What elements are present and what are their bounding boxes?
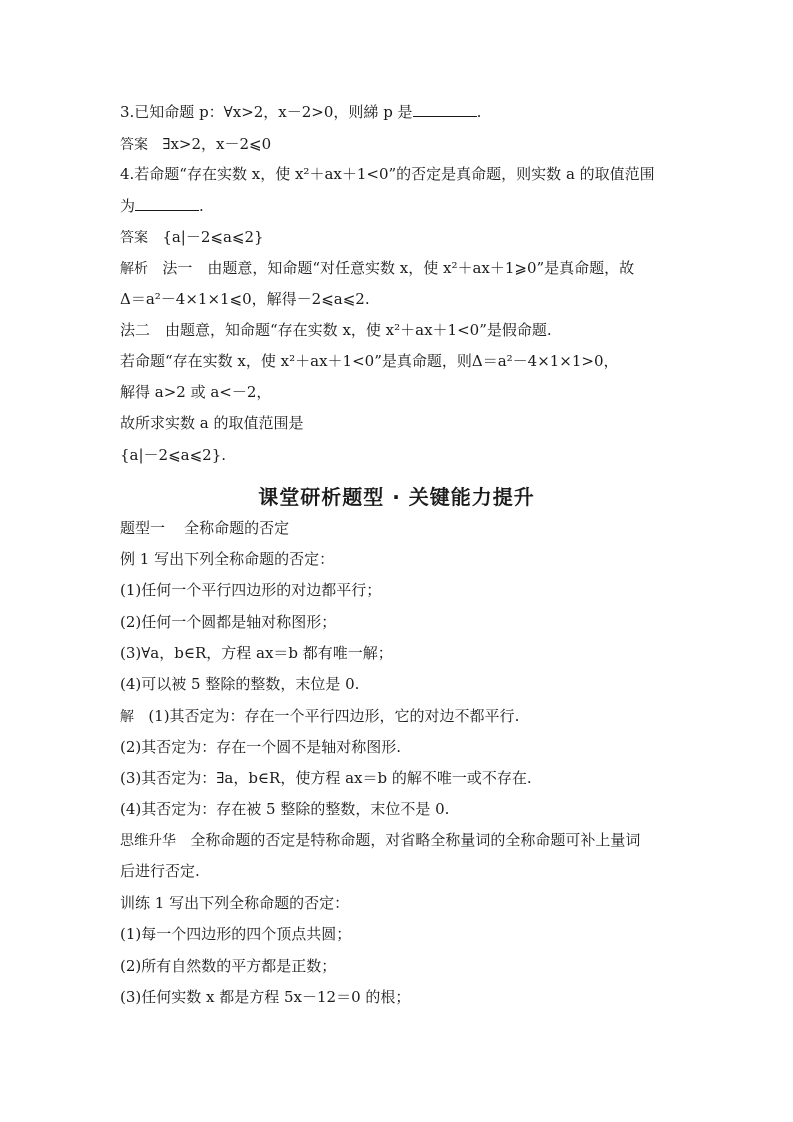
- solution-1-line-1: [120, 706, 519, 727]
- solution-1-line: (2)其否定为：存在一个圆不是轴对称图形.: [120, 738, 402, 756]
- training-1-intro: 训练 1 写出下列全称命题的否定：: [120, 894, 350, 912]
- question-4-line1: 4.若命题“存在实数 x，使 x²＋ax＋1<0”的否定是真命题，则实数 a 的取值范围: [120, 165, 655, 183]
- answer-label: 答案: [120, 230, 148, 246]
- question-3-suffix: .: [476, 103, 482, 121]
- example-1-item: (1)任何一个平行四边形的对边都平行；: [120, 581, 382, 599]
- example-1-item: (2)任何一个圆都是轴对称图形；: [120, 613, 337, 631]
- answer-label: 答案: [120, 137, 148, 153]
- insight-label: 思维升华: [120, 833, 176, 849]
- training-1-item: (3)任何实数 x 都是方程 5x－12＝0 的根；: [120, 988, 411, 1006]
- solution-line-3: 法二 由题意，知命题“存在实数 x，使 x²＋ax＋1<0”是假命题.: [120, 321, 552, 339]
- question-4-line2-suffix: .: [199, 197, 204, 215]
- example-1-item: (4)可以被 5 整除的整数，末位是 0.: [120, 675, 360, 693]
- question-3-answer: [120, 134, 271, 155]
- solution-line-2: Δ＝a²－4×1×1⩽0，解得－2⩽a⩽2.: [120, 290, 370, 308]
- solution-label: 解: [120, 709, 134, 725]
- solution-line-7: {a|－2⩽a⩽2}.: [120, 446, 227, 464]
- example-1-intro: 例 1 写出下列全称命题的否定：: [120, 550, 335, 568]
- type-title: 全称命题的否定: [184, 519, 290, 537]
- solution-line-1: [120, 258, 634, 279]
- question-4-answer: [120, 227, 264, 248]
- insight-line-1: [120, 830, 640, 851]
- solution-1-line: (3)其否定为：∃a，b∈R，使方程 ax＝b 的解不唯一或不存在.: [120, 769, 532, 787]
- answer-blank: [135, 196, 199, 211]
- solution-text: (1)其否定为：存在一个平行四边形，它的对边不都平行.: [148, 707, 520, 725]
- training-1-item: (1)每一个四边形的四个顶点共圆；: [120, 925, 352, 943]
- solution-line-6: 故所求实数 a 的取值范围是: [120, 414, 304, 432]
- solution-1-line: (4)其否定为：存在被 5 整除的整数，末位不是 0.: [120, 800, 450, 818]
- example-1-item: (3)∀a，b∈R，方程 ax＝b 都有唯一解；: [120, 644, 393, 662]
- solution-line-5: 解得 a>2 或 a<－2，: [120, 383, 272, 401]
- section-title: 课堂研析题型 · 关键能力提升: [258, 485, 535, 509]
- question-3-text: 3.已知命题 p：∀x>2，x－2>0，则綈 p 是: [120, 103, 413, 121]
- solution-label: 解析: [120, 261, 148, 277]
- question-4-line2-prefix: 为: [120, 197, 136, 215]
- insight-text: 全称命题的否定是特称命题，对省略全称量词的全称命题可补上量词: [190, 831, 641, 849]
- type-label: 题型一: [120, 519, 166, 537]
- answer-text: ∃x>2，x－2⩽0: [162, 135, 272, 153]
- insight-line-2: 后进行否定.: [120, 862, 200, 880]
- question-4-line2: [120, 196, 204, 216]
- solution-line-4: 若命题“存在实数 x，使 x²＋ax＋1<0”是真命题，则Δ＝a²－4×1×1>0，: [120, 352, 619, 370]
- answer-blank: [413, 102, 477, 117]
- answer-text: {a|－2⩽a⩽2}: [162, 228, 264, 246]
- solution-text: 法一 由题意，知命题“对任意实数 x，使 x²＋ax＋1⩾0”是真命题，故: [162, 259, 635, 277]
- question-3: [120, 102, 481, 122]
- training-1-item: (2)所有自然数的平方都是正数；: [120, 957, 337, 975]
- type-1-heading: [120, 518, 289, 538]
